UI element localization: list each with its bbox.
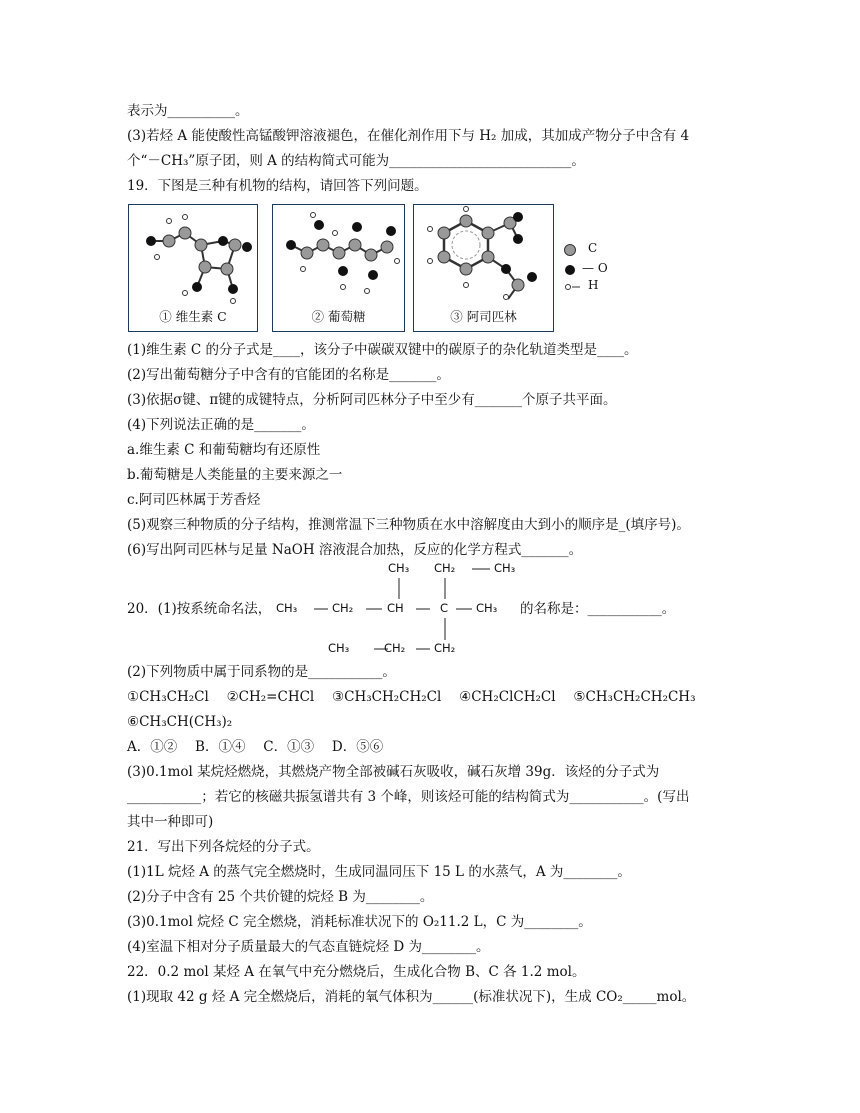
legend-icons [562, 240, 582, 300]
legend [562, 240, 612, 300]
q19-option-b: b.葡萄糖是人类能量的主要来源之一 [127, 467, 343, 483]
ch2-main: CH₂ [332, 601, 354, 615]
ch2-bottom-2: CH₂ [434, 641, 456, 655]
caption-vitamin-c: ① 维生素 C [159, 309, 227, 324]
legend-o: — O [582, 261, 608, 275]
glucose-molecule [273, 205, 404, 305]
q19-4: (4)下列说法正确的是_______。 [127, 417, 315, 433]
q19-6: (6)写出阿司匹林与足量 NaOH 溶液混合加热，反应的化学方程式_______。 [127, 542, 583, 558]
q20-3a: (3)0.1mol 某烷烃燃烧，其燃烧产物全部被碱石灰吸收，碱石灰增 39g．该烃的分子式为 [127, 764, 660, 780]
c-quaternary: C [440, 601, 449, 615]
caption-glucose: ② 葡萄糖 [311, 309, 366, 324]
q19-3: (3)依据σ键、π键的成键特点，分析阿司匹林分子中至少有_______个原子共平面。 [127, 392, 617, 408]
q20-1-prefix: 20．(1)按系统命名法， [127, 601, 272, 617]
ch2-top: CH₂ [434, 561, 456, 575]
q20-2: (2)下列物质中属于同系物的是___________。 [127, 664, 396, 680]
vitamin-c-molecule [129, 205, 257, 305]
ch3-bottom-left: CH₃ [328, 641, 350, 655]
ch3-top-right: CH₃ [494, 561, 516, 575]
q19-option-a: a.维生素 C 和葡萄糖均有还原性 [127, 442, 321, 458]
q21-3: (3)0.1mol 烷烃 C 完全燃烧，消耗标准状况下的 O₂11.2 L，C 为________。 [127, 914, 592, 930]
q21-4: (4)室温下相对分子质量最大的气态直链烷烃 D 为________。 [127, 939, 490, 955]
q21-1: (1)1L 烷烃 A 的蒸气完全燃烧时，生成同温同压下 15 L 的水蒸气，A 为________。 [127, 864, 631, 880]
caption-aspirin: ③ 阿司匹林 [450, 309, 517, 324]
q20-3c: 其中一种即可) [127, 814, 214, 830]
question-19: 19．下图是三种有机物的结构，请回答下列问题。 [127, 178, 428, 194]
structural-formula [270, 560, 520, 660]
q22-1: (1)现取 42 g 烃 A 完全燃烧后，消耗的氧气体积为______(标准状况下)，生成 CO₂_____mol。 [127, 989, 696, 1005]
ch3-left: CH₃ [276, 601, 298, 615]
question-22: 22．0.2 mol 某烃 A 在氧气中充分燃烧后，生成化合物 B、C 各 1.2 mol。 [127, 964, 586, 980]
aspirin-figure [413, 204, 554, 332]
legend-c: C [588, 241, 598, 255]
q19-5: (5)观察三种物质的分子结构，推测常温下三种物质在水中溶解度由大到小的顺序是_(填序号)。 [127, 517, 690, 533]
q19-option-c: c.阿司匹林属于芳香烃 [127, 492, 261, 508]
line-1: 表示为__________。 [127, 103, 249, 119]
line-2: (3)若烃 A 能使酸性高锰酸钾溶液褪色，在催化剂作用下与 H₂ 加成，其加成产物分子中含有 4 [127, 128, 690, 144]
legend-o-label: O [597, 261, 608, 275]
q20-choices: A．①② B．①④ C．①③ D．⑤⑥ [127, 739, 384, 755]
q21-2: (2)分子中含有 25 个共价键的烷烃 B 为________。 [127, 889, 434, 905]
vitamin-c-figure [128, 204, 258, 332]
ch2-bottom-1: CH₂ [384, 641, 406, 655]
q20-options-2: ⑥CH₃CH(CH₃)₂ [127, 714, 233, 730]
q19-1: (1)维生素 C 的分子式是____，该分子中碳碳双键中的碳原子的杂化轨道类型是____。 [127, 342, 638, 358]
aspirin-molecule [414, 205, 553, 305]
q20-3b: ___________；若它的核磁共振氢谱共有 3 个峰，则该烃可能的结构简式为___________。(写出 [127, 789, 690, 805]
ch-main: CH [387, 601, 404, 615]
legend-h: H [588, 278, 599, 292]
ch3-branch-top-1: CH₃ [388, 561, 410, 575]
glucose-figure [272, 204, 405, 332]
q20-1-suffix: 的名称是：___________。 [520, 601, 676, 617]
question-21: 21．写出下列各烷烃的分子式。 [127, 839, 320, 855]
q19-2: (2)写出葡萄糖分子中含有的官能团的名称是_______。 [127, 367, 450, 383]
line-3: 个“－CH₃”原子团，则 A 的结构简式可能为___________________________。 [127, 153, 585, 169]
q20-options-1: ①CH₃CH₂Cl ②CH₂=CHCl ③CH₃CH₂CH₂Cl ④CH₂ClCH₂Cl ⑤CH₃CH₂CH₂CH₃ [127, 689, 696, 705]
ch3-right: CH₃ [476, 601, 498, 615]
